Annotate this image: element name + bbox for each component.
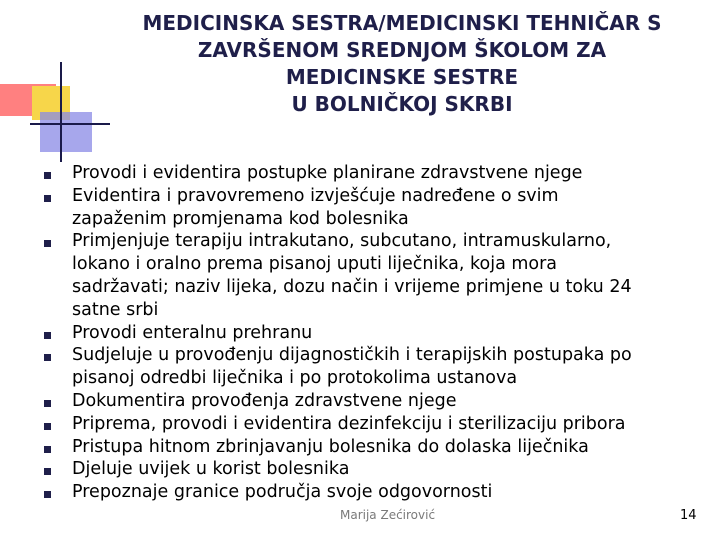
blue-square xyxy=(40,112,92,152)
bullet-text: Djeluje uvijek u korist bolesnika xyxy=(72,459,350,480)
title-line-1: MEDICINSKA SESTRA/MEDICINSKI TEHNIČAR S xyxy=(142,11,662,35)
bullet-item xyxy=(0,344,700,390)
bullet-text: Pristupa hitnom zbrinjavanju bolesnika do dolaska liječnika xyxy=(72,436,589,457)
bullet-text: sadržavati; naziv lijeka, dozu način i vrijeme primjene u toku 24 xyxy=(72,276,632,297)
bullet-text: pisanoj odredbi liječnika i po protokolima ustanova xyxy=(72,368,518,389)
bullet-item xyxy=(0,162,700,185)
bullet-text: Provodi i evidentira postupke planirane zdravstvene njege xyxy=(72,163,583,183)
bullet-item xyxy=(0,481,700,504)
bullet-text: Priprema, provodi i evidentira dezinfekciju i sterilizaciju pribora xyxy=(72,413,626,434)
footer-author: Marija Zećirović xyxy=(340,508,436,522)
horizontal-line xyxy=(30,123,110,125)
title-line-2: ZAVRŠENOM SREDNJOM ŠKOLOM ZA xyxy=(197,38,607,62)
bullet-text: Evidentira i pravovremeno izvješćuje nadređene o svim xyxy=(72,185,559,206)
title-line-3: MEDICINSKE SESTRE xyxy=(285,65,519,89)
bullet-text: zapaženim promjenama kod bolesnika xyxy=(72,208,409,229)
bullet-item xyxy=(0,390,700,413)
bullet-text: Provodi enteralnu prehranu xyxy=(72,322,313,343)
bullet-item xyxy=(0,185,700,231)
bullet-text: Primjenjuje terapiju intrakutano, subcutano, intramuskularno, xyxy=(72,231,612,252)
bullet-item xyxy=(0,413,700,436)
bullet-item xyxy=(0,436,700,459)
bullet-text: Sudjeluje u provođenju dijagnostičkih i terapijskih postupaka po xyxy=(72,345,632,366)
bullet-text: Prepoznaje granice područja svoje odgovornosti xyxy=(72,482,493,503)
title-line-4: U BOLNIČKOJ SKRBI xyxy=(291,92,513,116)
slide-title xyxy=(104,10,700,118)
bullet-text: lokano i oralno prema pisanoj uputi liječnika, koja mora xyxy=(72,254,558,275)
bullet-text: satne srbi xyxy=(72,299,159,320)
bullet-item xyxy=(0,458,700,481)
bullet-list xyxy=(0,162,700,504)
bullet-text: Dokumentira provođenja zdravstvene njege xyxy=(72,390,457,411)
bullet-item xyxy=(0,230,700,321)
decorative-squares xyxy=(0,0,110,160)
page-number: 14 xyxy=(680,508,697,523)
vertical-line xyxy=(60,62,62,162)
bullet-item xyxy=(0,322,700,345)
